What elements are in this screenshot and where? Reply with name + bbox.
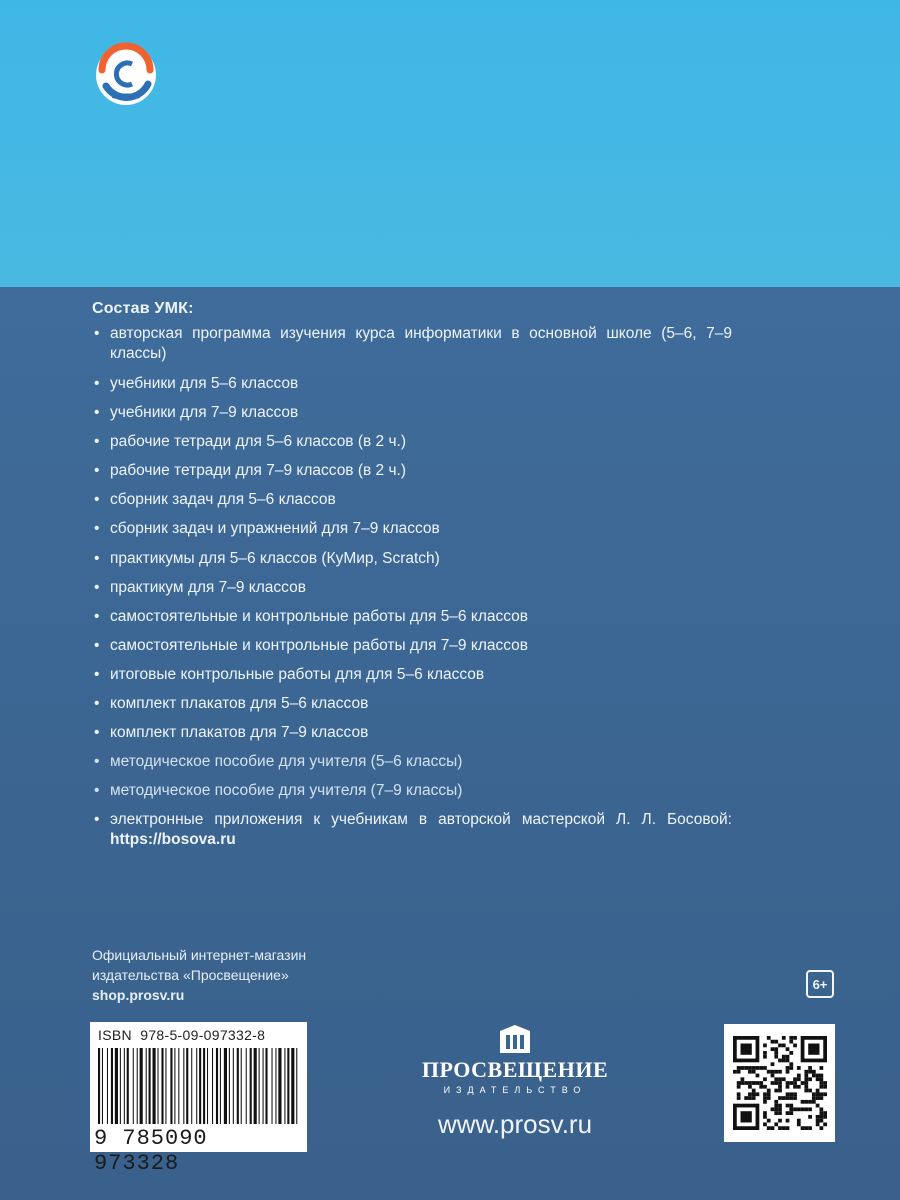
list-item: • сборник задач для 5–6 классов <box>92 490 732 510</box>
bosova-link[interactable]: https://bosova.ru <box>110 831 236 849</box>
qr-code-icon <box>733 1036 827 1130</box>
barcode-icon <box>98 1048 298 1124</box>
electronic-text: электронные приложения к учебникам в авторской мастерской Л. Л. Босовой: <box>110 811 732 829</box>
list-item: • самостоятельные и контрольные работы для 5–6 классов <box>92 607 732 627</box>
publisher-url[interactable]: www.prosv.ru <box>437 1109 593 1139</box>
list-item: • практикумы для 5–6 классов (КуМир, Scratch) <box>92 549 732 569</box>
list-item: • самостоятельные и контрольные работы для 7–9 классов <box>92 636 732 656</box>
shop-line-1: Официальный интернет-магазин <box>92 947 307 963</box>
isbn-label: ISBN 978-5-09-097332-8 <box>98 1027 266 1043</box>
series-logo-icon <box>92 40 160 110</box>
qr-code[interactable] <box>724 1024 835 1142</box>
publisher-logo-icon <box>498 1025 532 1055</box>
barcode-number: 9 785090 973328 <box>94 1126 208 1176</box>
age-rating-badge: 6+ <box>806 970 834 998</box>
publisher-subtitle: ИЗДАТЕЛЬСТВО <box>443 1085 587 1095</box>
composition-section <box>92 300 732 860</box>
list-item: • рабочие тетради для 5–6 классов (в 2 ч.) <box>92 432 732 452</box>
shop-line-2: издательства «Просвещение» <box>92 967 289 983</box>
list-item: • комплект плакатов для 7–9 классов <box>92 723 732 743</box>
list-item: • рабочие тетради для 7–9 классов (в 2 ч.) <box>92 461 732 481</box>
list-item: • методическое пособие для учителя (7–9 классы) <box>92 781 732 801</box>
shop-info <box>92 945 306 1005</box>
list-item: • учебники для 7–9 классов <box>92 403 732 423</box>
publisher-block <box>405 1025 625 1140</box>
list-item: • методическое пособие для учителя (5–6 классы) <box>92 752 732 772</box>
composition-title: Состав УМК: <box>92 300 194 317</box>
list-item: • практикум для 7–9 классов <box>92 578 732 598</box>
list-item: • итоговые контрольные работы для для 5–6 классов <box>92 665 732 685</box>
barcode-box <box>90 1022 307 1176</box>
shop-link[interactable]: shop.prosv.ru <box>92 987 185 1003</box>
list-item: • сборник задач и упражнений для 7–9 классов <box>92 519 732 539</box>
list-item-electronic <box>92 810 732 850</box>
composition-list <box>92 324 732 850</box>
list-item: • авторская программа изучения курса информатики в основной школе (5–6, 7–9 классы) <box>92 324 732 364</box>
publisher-name: ПРОСВЕЩЕНИЕ <box>421 1057 609 1082</box>
list-item: • комплект плакатов для 5–6 классов <box>92 694 732 714</box>
list-item: • учебники для 5–6 классов <box>92 374 732 394</box>
